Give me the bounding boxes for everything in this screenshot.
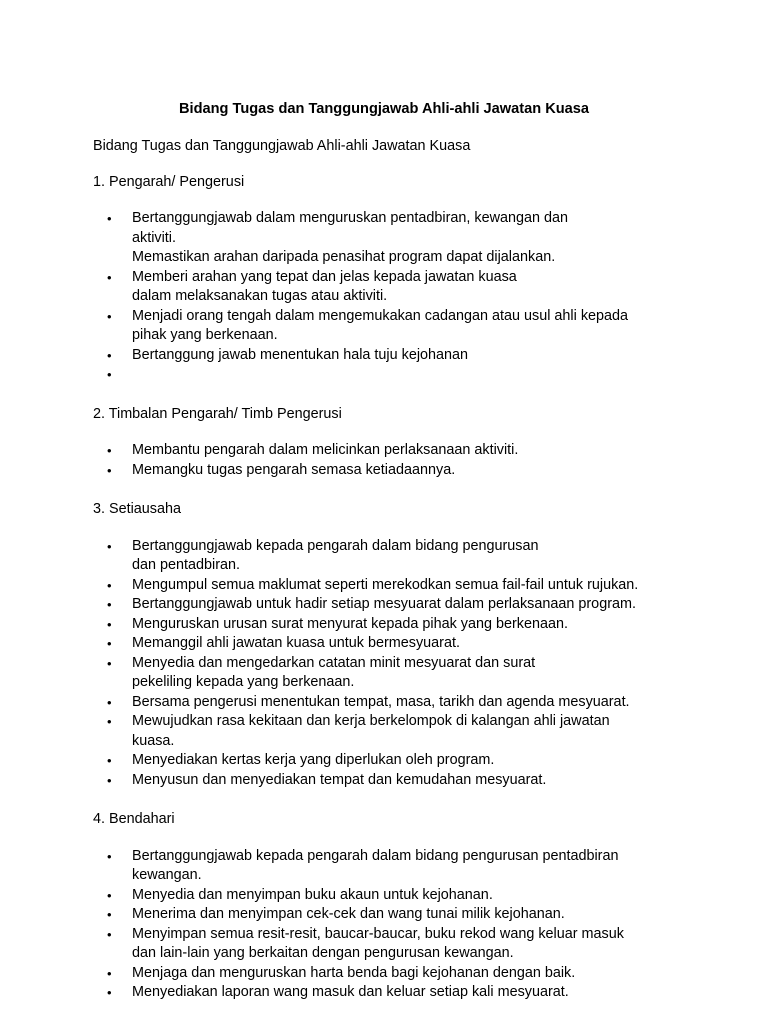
list-item <box>93 248 693 268</box>
list-item-line: dan lain-lain yang berkaitan dengan pengurusan kewangan. <box>132 945 514 961</box>
list-item-line: • Memberi arahan yang tepat dan jelas kepada jawatan kuasa <box>132 268 517 285</box>
list-item-line: • Bersama pengerusi menentukan tempat, masa, tarikh dan agenda mesyuarat. <box>132 693 630 710</box>
section-heading: 3. Setiausaha <box>93 501 182 517</box>
list-item-line: • Menyedia dan mengedarkan catatan minit mesyuarat dan surat <box>132 654 536 671</box>
list-item-line: • Memangku tugas pengarah semasa ketiadaannya. <box>132 461 456 478</box>
list-item-line: • Bertanggungjawab kepada pengarah dalam bidang pengurusan pentadbiran <box>132 847 619 864</box>
list-item <box>93 615 693 635</box>
list-item <box>93 847 693 886</box>
list-item-line: • Bertanggungjawab untuk hadir setiap mesyuarat dalam perlaksanaan program. <box>132 596 636 612</box>
list-item-line: • Memanggil ahli jawatan kuasa untuk bermesyuarat. <box>132 635 460 651</box>
list-item-line: kewangan. <box>132 867 202 883</box>
list-item <box>93 905 693 925</box>
section-heading: 2. Timbalan Pengarah/ Timb Pengerusi <box>93 405 342 422</box>
list-item-line: • Mengumpul semua maklumat seperti merekodkan semua fail-fail untuk rujukan. <box>132 576 639 593</box>
list-item <box>93 346 693 366</box>
list-item-line: kuasa. <box>132 732 175 749</box>
list-item-line: • Menjaga dan menguruskan harta benda bagi kejohanan dengan baik. <box>132 964 576 981</box>
list-item <box>93 595 693 615</box>
list-item <box>93 441 693 461</box>
list-item-line: • Menerima dan menyimpan cek-cek dan wang tunai milik kejohanan. <box>132 906 565 922</box>
list-item <box>93 537 693 576</box>
list-item-line: dan pentadbiran. <box>132 557 241 573</box>
list-item-line: • Menjadi orang tengah dalam mengemukakan cadangan atau usul ahli kepada <box>132 307 629 324</box>
list-item-line: • Menyedia dan menyimpan buku akaun untuk kejohanan. <box>132 886 493 903</box>
list-item-line: • Menyusun dan menyediakan tempat dan kemudahan mesyuarat. <box>132 771 547 788</box>
list-item <box>93 634 693 654</box>
list-item-line: • Bertanggungjawab dalam menguruskan pentadbiran, kewangan dan <box>132 210 569 226</box>
list-item <box>93 751 693 771</box>
list-item <box>93 365 693 385</box>
list-item-line: • Menyediakan kertas kerja yang diperlukan oleh program. <box>132 752 495 768</box>
bullet-list <box>93 847 693 1003</box>
document-body <box>93 137 693 1023</box>
list-item <box>93 209 693 248</box>
list-item <box>93 925 693 964</box>
list-item-line: aktiviti. <box>132 229 176 246</box>
document-title: Bidang Tugas dan Tanggungjawab Ahli-ahli Jawatan Kuasa <box>178 101 590 117</box>
list-item-line: • Menyimpan semua resit-resit, baucar-baucar, buku rekod wang keluar masuk <box>132 925 624 942</box>
list-item-line: • Bertanggung jawab menentukan hala tuju kejohanan <box>132 346 469 363</box>
list-item-line: dalam melaksanakan tugas atau aktiviti. <box>132 288 388 304</box>
list-item-line: • Bertanggungjawab kepada pengarah dalam bidang pengurusan <box>132 537 539 554</box>
list-item <box>93 268 693 307</box>
list-item <box>93 693 693 713</box>
list-item <box>93 771 693 791</box>
list-item-line: • Mewujudkan rasa kekitaan dan kerja berkelompok di kalangan ahli jawatan <box>132 713 610 729</box>
list-item <box>93 576 693 596</box>
list-item-line: • Membantu pengarah dalam melicinkan perlaksanaan aktiviti. <box>132 442 519 458</box>
list-item-line: pekeliling kepada yang berkenaan. <box>132 674 355 690</box>
list-item <box>93 712 693 751</box>
list-item-line: • Menguruskan urusan surat menyurat kepada pihak yang berkenaan. <box>132 615 568 632</box>
list-item <box>93 886 693 906</box>
sections-container <box>93 173 693 1003</box>
list-item <box>93 964 693 984</box>
bullet-list <box>93 441 693 480</box>
bullet-list <box>93 537 693 791</box>
list-item-line: Memastikan arahan daripada penasihat program dapat dijalankan. <box>132 249 556 265</box>
list-item <box>93 461 693 481</box>
intro-paragraph: Bidang Tugas dan Tanggungjawab Ahli-ahli Jawatan Kuasa <box>93 138 471 154</box>
section-heading: 4. Bendahari <box>93 811 175 827</box>
bullet-list <box>93 209 693 385</box>
list-item <box>93 654 693 693</box>
list-item-line: pihak yang berkenaan. <box>132 327 278 343</box>
list-item <box>93 307 693 346</box>
list-item-line <box>132 365 693 385</box>
list-item <box>93 983 693 1003</box>
list-item-line: • Menyediakan laporan wang masuk dan keluar setiap kali mesyuarat. <box>132 984 569 1000</box>
section-heading: 1. Pengarah/ Pengerusi <box>93 173 245 190</box>
